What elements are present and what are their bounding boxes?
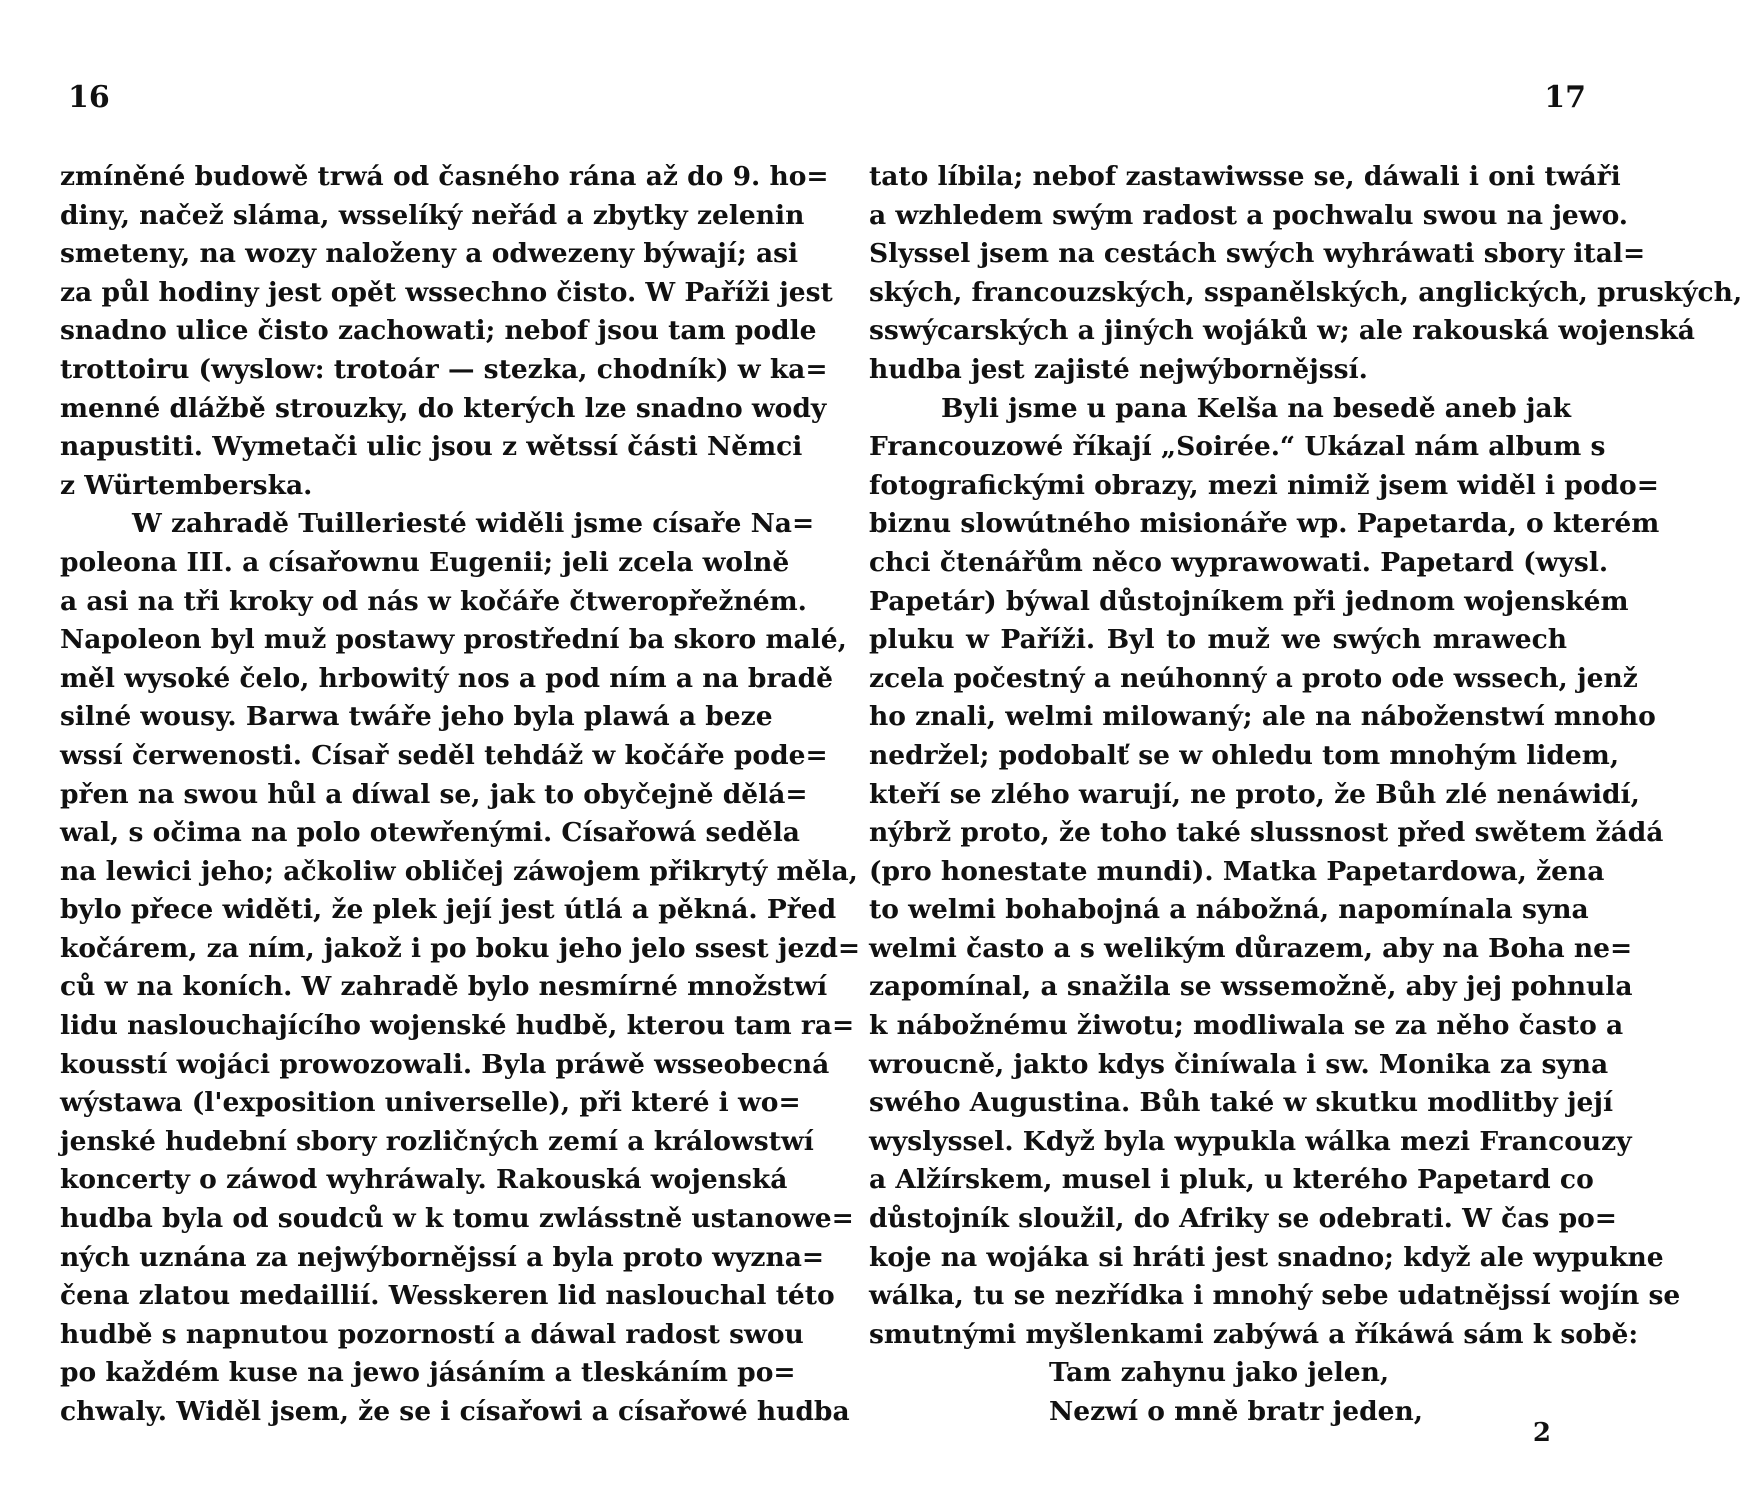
text-line: k nábožnému žiwotu; modliwala se za něho často a	[869, 1010, 1624, 1042]
right-page	[823, 0, 1742, 1500]
text-line: wýstawa (l'exposition universelle), při které i wo=	[60, 1087, 801, 1119]
text-line: tato líbila; nebof zastawiwsse se, dáwali i oni twáři	[869, 161, 1621, 192]
text-line: a wzhledem swým radost a pochwalu swou na jewo.	[869, 199, 1629, 231]
text-line: pluku w Paříži. Byl to muž we swých mrawech	[869, 624, 1567, 656]
text-line: smeteny, na wozy naloženy a odwezeny býwají; asi	[60, 238, 799, 270]
text-line: wálka, tu se nezřídka i mnohý sebe udatnějssí wojín se	[869, 1280, 1681, 1312]
text-line: bylo přece widěti, že plek její jest útlá a pěkná. Před	[60, 894, 837, 926]
text-line: koje na wojáka si hráti jest snadno; když ale wypukne	[869, 1241, 1664, 1273]
text-line: zapomínal, a snažila se wssemožně, aby jej pohnula	[869, 971, 1633, 1003]
text-line: koncerty o záwod wyhráwaly. Rakouská wojenská	[60, 1164, 788, 1196]
text-line: Napoleon byl muž postawy prostřední ba skoro malé,	[60, 624, 847, 656]
text-line: (pro honestate mundi). Matka Papetardowa, žena	[869, 855, 1605, 887]
text-line: z Würtemberska.	[60, 469, 313, 501]
text-line: zcela počestný a neúhonný a proto ode wssech, jenž	[869, 662, 1638, 694]
text-line: čena zlatou medaillií. Wesskeren lid naslouchal této	[60, 1280, 835, 1312]
text-line: a asi na tři kroky od nás w kočáře čtweropřežném.	[60, 585, 807, 617]
text-line: měl wysoké čelo, hrbowitý nos a pod ním a na bradě	[60, 662, 833, 694]
text-line: swého Augustina. Bůh také w skutku modlitby její	[869, 1087, 1614, 1119]
text-line: biznu slowútného misionáře wp. Papetarda, o kterém	[869, 508, 1660, 540]
text-line: silné wousy. Barwa twáře jeho byla plawá a beze	[60, 701, 773, 733]
text-line: Francouzowé říkají „Soirée.“ Ukázal nám album s	[869, 431, 1606, 463]
left-text-column	[60, 158, 861, 1432]
text-line: Byli jsme u pana Kelša na besedě aneb jak	[941, 392, 1571, 424]
text-line: na lewici jeho; ačkoliw obličej záwojem přikrytý měla,	[60, 855, 858, 887]
text-line: poleona III. a císařownu Eugenii; jeli zcela wolně	[60, 546, 790, 578]
text-line: kočárem, za ním, jakož i po boku jeho jelo ssest jezd=	[60, 932, 861, 964]
text-line: wyslyssel. Když byla wypukla wálka mezi Francouzy	[869, 1125, 1632, 1157]
text-line: kousstí wojáci prowozowali. Byla práwě wsseobecná	[60, 1048, 830, 1080]
text-line: welmi často a s welikým důrazem, aby na Boha ne=	[869, 932, 1633, 964]
text-line: Nezwí o mně bratr jeden,	[1049, 1396, 1423, 1427]
text-line: hudba byla od soudců w k tomu zwlásstně ustanowe=	[60, 1203, 854, 1235]
text-line: hudba jest zajisté nejwýbornějssí.	[869, 353, 1368, 385]
text-line: lidu naslouchajícího wojenské hudbě, kterou tam ra=	[60, 1010, 855, 1042]
text-line: diny, načež sláma, wsselíký neřád a zbytky zelenin	[60, 199, 805, 231]
text-line: Slyssel jsem na cestách swých wyhráwati sbory ital=	[869, 238, 1646, 270]
page-number-left: 16	[68, 80, 110, 115]
text-line: nýbrž proto, že toho také slussnost před swětem žádá	[869, 817, 1664, 849]
text-line: Tam zahynu jako jelen,	[1049, 1357, 1390, 1389]
text-line: kteří se zlého warují, ne proto, že Bůh zlé nenáwidí,	[869, 778, 1640, 810]
text-line: jenské hudební sbory rozličných zemí a králowstwí	[60, 1125, 814, 1157]
text-line: napustiti. Wymetači ulic jsou z wětssí části Němci	[60, 431, 803, 463]
text-line: ců w na koních. W zahradě bylo nesmírné množstwí	[60, 971, 828, 1003]
text-line: fotografickými obrazy, mezi nimiž jsem widěl i podo=	[869, 469, 1659, 501]
text-line: W zahradě Tuilleriesté widěli jsme císaře Na=	[132, 508, 815, 540]
text-line: chwaly. Widěl jsem, že se i císařowi a císařowé hudba	[60, 1396, 850, 1427]
text-line: trottoiru (wyslow: trotoár — stezka, chodník) w ka=	[60, 353, 828, 385]
text-line: menné dlážbě strouzky, do kterých lze snadno wody	[60, 392, 827, 424]
text-line: ho znali, welmi milowaný; ale na náboženstwí mnoho	[869, 701, 1656, 733]
text-line: to welmi bohabojná a nábožná, napomínala syna	[869, 894, 1589, 926]
signature-mark: 2	[1532, 1418, 1551, 1448]
text-line: wssí čerwenosti. Císař seděl tehdáž w kočáře pode=	[60, 739, 828, 771]
text-line: po každém kuse na jewo jásáním a tleskáním po=	[60, 1357, 796, 1389]
right-text-column	[869, 158, 1742, 1432]
text-line: ských, francouzských, sspanělských, anglických, pruských,	[869, 276, 1742, 308]
text-line: zmíněné budowě trwá od časného rána až do 9. ho=	[60, 161, 829, 192]
text-line: ných uznána za nejwýbornějssí a byla proto wyzna=	[60, 1241, 825, 1273]
text-line: za půl hodiny jest opět wssechno čisto. W Paříži jest	[60, 276, 833, 308]
text-line: hudbě s napnutou pozorností a dáwal radost swou	[60, 1318, 804, 1350]
text-line: sswýcarských a jiných wojáků w; ale rakouská wojenská	[869, 315, 1695, 347]
text-line: snadno ulice čisto zachowati; nebof jsou tam podle	[60, 315, 817, 347]
left-page	[0, 0, 861, 1500]
text-line: wroucně, jakto kdys činíwala i sw. Monika za syna	[869, 1048, 1609, 1080]
text-line: Papetár) býwal důstojníkem při jednom wojenském	[869, 585, 1629, 617]
page-number-right: 17	[1544, 80, 1586, 115]
text-line: důstojník sloužil, do Afriky se odebrati. W čas po=	[869, 1203, 1617, 1235]
text-line: wal, s očima na polo otewřenými. Císařowá seděla	[60, 817, 800, 849]
text-line: smutnými myšlenkami zabýwá a říkáwá sám k sobě:	[869, 1318, 1639, 1350]
text-line: a Alžírskem, musel i pluk, u kterého Papetard co	[869, 1164, 1594, 1196]
text-line: chci čtenářům něco wyprawowati. Papetard (wysl.	[869, 546, 1609, 578]
text-line: nedržel; podobalť se w ohledu tom mnohým lidem,	[869, 739, 1620, 771]
text-line: přen na swou hůl a díwal se, jak to obyčejně dělá=	[60, 778, 808, 810]
